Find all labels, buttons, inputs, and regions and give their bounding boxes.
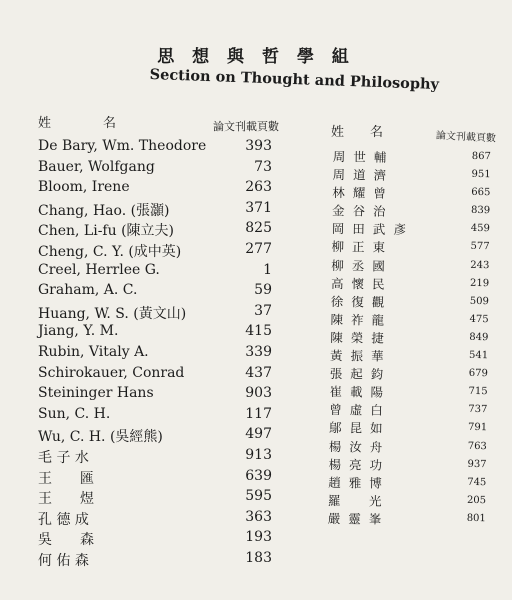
page-number: 415 xyxy=(245,323,272,340)
author-name: 王 煜 xyxy=(38,491,94,508)
author-name: Cheng, C. Y. (成中英) xyxy=(38,243,182,260)
entry-row xyxy=(331,274,489,294)
page-number: 679 xyxy=(468,368,488,380)
page-number: 577 xyxy=(470,241,490,253)
author-name: 毛 子 水 xyxy=(38,449,89,466)
entry-row xyxy=(332,201,490,221)
page-number: 825 xyxy=(245,220,272,237)
entry-row xyxy=(329,436,487,456)
page-number: 437 xyxy=(245,364,272,381)
entry-row xyxy=(38,220,272,241)
right-name-header: 姓 名 xyxy=(331,125,384,140)
page-number: 263 xyxy=(245,179,272,196)
entry-row xyxy=(38,138,272,159)
page-number: 393 xyxy=(245,138,272,154)
entry-row xyxy=(38,529,272,550)
page-number: 205 xyxy=(466,494,487,506)
entry-row xyxy=(331,256,489,276)
entry-row xyxy=(330,346,488,366)
author-name: 趙雅博 xyxy=(328,474,390,491)
right-page-header: 論文刊載頁數 xyxy=(435,130,497,145)
entry-row xyxy=(328,491,486,511)
author-name: Graham, A. C. xyxy=(38,282,138,299)
entry-row xyxy=(332,219,490,239)
author-name: Huang, W. S. (黃文山) xyxy=(38,305,187,322)
author-name: De Bary, Wm. Theodore xyxy=(38,138,207,154)
author-name: 吳 森 xyxy=(38,532,94,549)
author-name: Wu, C. H. (吳經熊) xyxy=(38,429,163,446)
left-column xyxy=(38,138,272,570)
page-number: 497 xyxy=(245,426,272,443)
entry-row xyxy=(332,165,490,185)
entry-row xyxy=(38,488,272,509)
author-name: Creel, Herrlee G. xyxy=(38,261,160,278)
page-number: 339 xyxy=(245,343,272,360)
author-name: Bloom, Irene xyxy=(38,179,130,196)
entry-row xyxy=(38,365,272,386)
author-name: 柳正東 xyxy=(331,239,394,256)
entry-row xyxy=(329,418,487,438)
section-title-chinese: 思 想 與 哲 學 組 xyxy=(157,47,355,67)
entry-row xyxy=(38,406,272,427)
entry-row xyxy=(38,200,272,221)
entry-row xyxy=(38,303,272,324)
entry-row xyxy=(38,509,272,530)
entry-row xyxy=(38,323,272,344)
entry-row xyxy=(331,237,489,257)
entry-row xyxy=(329,400,487,420)
author-name: 楊汝舟 xyxy=(328,438,391,455)
author-name: Chang, Hao. (張灝) xyxy=(38,202,170,219)
entry-row xyxy=(38,262,272,283)
entry-row xyxy=(333,147,491,167)
entry-row xyxy=(328,509,486,529)
page-number: 639 xyxy=(245,467,272,484)
page-number: 219 xyxy=(469,277,490,289)
left-page-header: 論文刊載頁數 xyxy=(213,120,279,133)
left-name-header: 姓 名 xyxy=(38,116,117,131)
author-name: 徐復觀 xyxy=(330,293,393,310)
author-name: Sun, C. H. xyxy=(38,405,111,422)
entry-row xyxy=(38,426,272,447)
page-number: 73 xyxy=(254,158,272,175)
author-name: 陳祚龍 xyxy=(330,311,393,328)
entry-row xyxy=(38,550,272,571)
page-number: 277 xyxy=(245,240,272,257)
entry-row xyxy=(38,179,272,200)
entry-row xyxy=(330,310,488,330)
entry-row xyxy=(330,364,488,384)
entry-row xyxy=(38,282,272,303)
page-number: 59 xyxy=(254,282,272,299)
page-number: 363 xyxy=(245,508,272,525)
author-name: 周世輔 xyxy=(332,148,395,165)
page-number: 715 xyxy=(468,386,488,398)
author-name: 羅 光 xyxy=(327,492,390,509)
page-number: 745 xyxy=(467,476,487,488)
entry-row xyxy=(328,455,486,475)
page-number: 913 xyxy=(245,446,272,463)
page-number: 37 xyxy=(254,302,272,319)
page-number: 839 xyxy=(470,205,491,217)
entry-row xyxy=(38,468,272,489)
page-number: 801 xyxy=(466,512,486,525)
author-name: 林耀曾 xyxy=(332,185,394,202)
page-number: 791 xyxy=(467,422,488,434)
author-name: 周道濟 xyxy=(332,167,395,183)
author-name: 陳榮捷 xyxy=(330,329,392,346)
entry-row xyxy=(330,328,488,348)
author-name: 岡田武彥 xyxy=(331,221,414,238)
entry-row xyxy=(38,159,272,180)
author-name: 曾虛白 xyxy=(329,402,391,419)
author-name: 何 佑 森 xyxy=(38,552,89,569)
page-number: 117 xyxy=(245,405,272,422)
author-name: Schirokauer, Conrad xyxy=(38,364,185,381)
page-number: 903 xyxy=(245,385,272,402)
page-number: 509 xyxy=(469,295,489,307)
page-number: 183 xyxy=(245,549,272,566)
entry-row xyxy=(38,344,272,365)
page-number: 595 xyxy=(245,488,272,505)
author-name: 柳丞國 xyxy=(331,257,393,274)
author-name: 孔 德 成 xyxy=(38,511,89,528)
entry-row xyxy=(38,241,272,262)
section-title-english: Section on Thought and Philosophy xyxy=(149,66,440,94)
page-number: 867 xyxy=(471,150,491,163)
page-number: 193 xyxy=(245,529,272,546)
author-name: Rubin, Vitaly A. xyxy=(38,343,149,360)
author-name: Chen, Li-fu (陳立夫) xyxy=(38,223,175,240)
author-name: 嚴靈峯 xyxy=(327,510,390,527)
page-number: 665 xyxy=(471,187,491,199)
right-column xyxy=(328,147,491,529)
author-name: 張起鈞 xyxy=(329,366,392,382)
author-name: 楊亮功 xyxy=(328,456,391,473)
entry-row xyxy=(329,382,487,402)
entry-row xyxy=(38,385,272,406)
entry-row xyxy=(38,447,272,468)
author-name: 高懷民 xyxy=(330,275,393,292)
entry-row xyxy=(331,292,489,312)
page-number: 371 xyxy=(245,199,272,216)
page-number: 459 xyxy=(470,223,490,235)
page-number: 937 xyxy=(467,458,487,470)
entry-row xyxy=(332,183,490,203)
page-number: 849 xyxy=(469,331,489,344)
author-name: 王 匯 xyxy=(38,470,94,487)
author-name: 崔載陽 xyxy=(329,384,392,401)
author-name: Bauer, Wolfgang xyxy=(38,158,155,175)
author-name: 黃振華 xyxy=(329,348,392,364)
page-number: 243 xyxy=(470,259,490,271)
page-number: 737 xyxy=(468,404,488,416)
page-number: 475 xyxy=(469,313,489,326)
page-number: 1 xyxy=(263,261,272,278)
author-name: Jiang, Y. M. xyxy=(38,323,119,340)
author-name: Steininger Hans xyxy=(38,385,154,402)
author-name: 鄔昆如 xyxy=(328,420,391,437)
entry-row xyxy=(328,473,486,493)
page-number: 763 xyxy=(467,440,487,452)
page-number: 541 xyxy=(468,349,489,362)
author-name: 金谷治 xyxy=(332,203,394,220)
page-number: 951 xyxy=(471,169,491,181)
